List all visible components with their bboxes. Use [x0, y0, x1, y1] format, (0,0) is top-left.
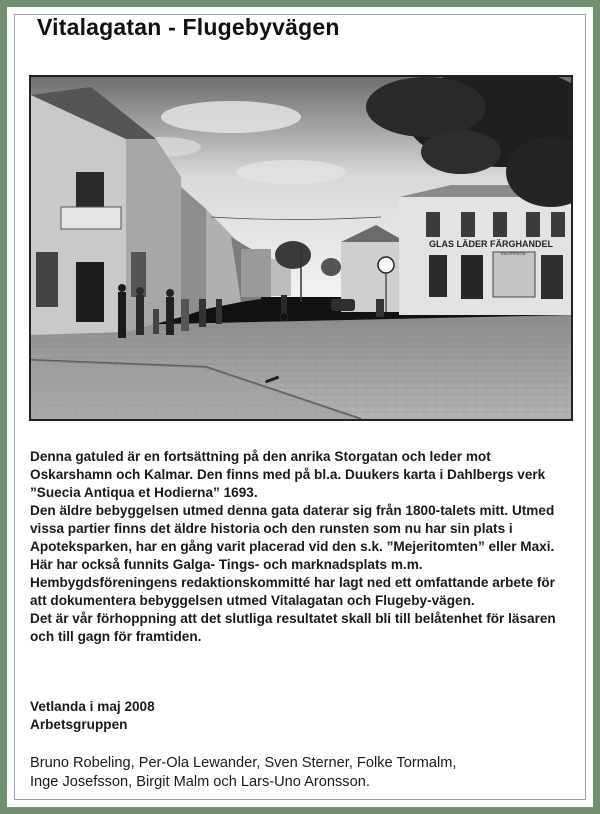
paragraph-4: Det är vår förhoppning att det slutliga resultatet skall bli till belåtenhet för läsaren och till gagn för framtiden.	[30, 611, 556, 644]
paragraph-1: Denna gatuled är en fortsättning på den anrika Storgatan och leder mot Oskarshamn och Kalmar. Den finns med på bl.a. Duukers karta i Dahlbergs verk ”Suecia Antiqua et Hodierna” 1693.	[30, 449, 546, 500]
paragraph-2: Den äldre bebyggelsen utmed denna gata daterar sig från 1800-talets mitt. Utmed vissa partier finns det äldre historia och den runsten som nu har sin plats i Apoteksparken, har en gång varit placerad vid den s.k. ”Mejeritomten” eller Maxi. Här har också funnits Galga- Tings- och marknadsplats m.m.	[30, 503, 555, 572]
names-line-2: Inge Josefsson, Birgit Malm och Lars-Uno Aronsson.	[30, 774, 370, 790]
place-date: Vetlanda i maj 2008	[30, 699, 155, 714]
shop-sign-small: KALERSSON	[501, 251, 526, 256]
paragraph-3: Hembygdsföreningens redaktionskommitté har lagt ned ett omfattande arbete för att dokumentera bebyggelsen utmed Vitalagatan och Flugeby-vägen.	[30, 575, 555, 608]
signature-block	[30, 698, 155, 734]
street-photo-image	[31, 77, 571, 419]
group-name: Arbetsgruppen	[30, 717, 128, 732]
street-photo	[29, 75, 573, 421]
names-line-1: Bruno Robeling, Per-Ola Lewander, Sven Sterner, Folke Tormalm,	[30, 755, 457, 771]
member-names	[30, 754, 575, 792]
intro-text	[30, 448, 575, 646]
page-title: Vitalagatan - Flugebyvägen	[37, 14, 340, 40]
shop-sign: GLAS LÄDER FÄRGHANDEL	[429, 239, 553, 249]
